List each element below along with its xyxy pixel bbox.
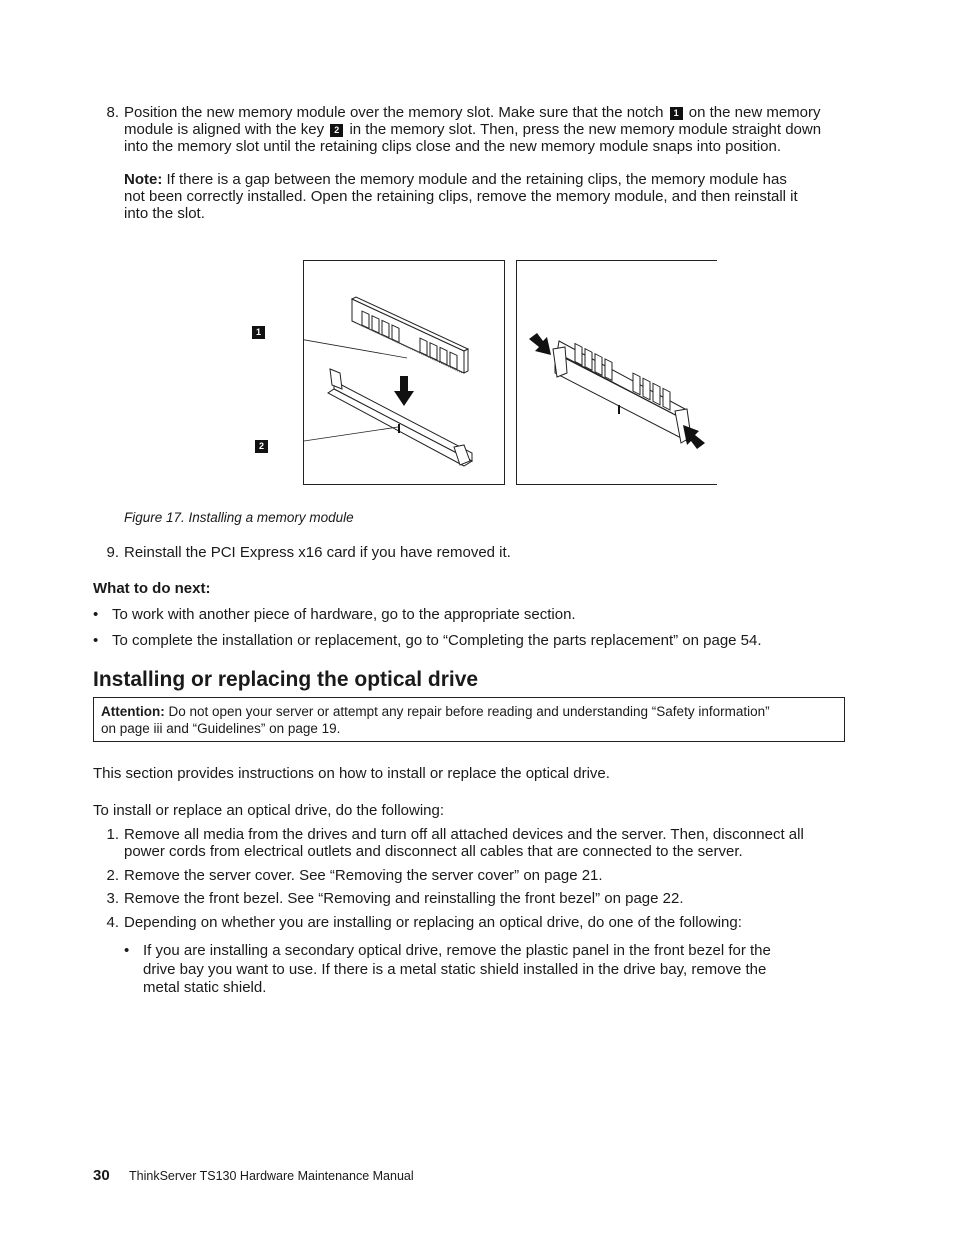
step-3-text: Remove the front bezel. See “Removing and reinstalling the front bezel” on page 22. xyxy=(124,890,684,907)
step-1-line-1: Remove all media from the drives and turn off all attached devices and the server. Then, disconnect all xyxy=(124,826,804,843)
step-8-text-b: on the new memory xyxy=(688,104,821,121)
attention-line-2: on page iii and “Guidelines” on page 19. xyxy=(101,721,341,736)
attention-label: Attention: xyxy=(101,704,165,719)
note-line-3: into the slot. xyxy=(124,205,205,222)
section-lead: To install or replace an optical drive, do the following: xyxy=(93,802,445,819)
section-title: Installing or replacing the optical drive xyxy=(93,668,479,691)
clip-arrow-right-icon xyxy=(683,425,705,449)
bullet-dot: • xyxy=(93,632,99,649)
step-8-text-a: Position the new memory module over the memory slot. Make sure that the notch xyxy=(124,104,664,121)
step-9-number: 9. xyxy=(106,544,119,561)
notch-callout-badge: 1 xyxy=(670,107,683,120)
step-2-text: Remove the server cover. See “Removing the server cover” on page 21. xyxy=(124,867,603,884)
memory-module-insert-illustration xyxy=(304,261,504,484)
section-intro: This section provides instructions on how to install or replace the optical drive. xyxy=(93,765,610,782)
attention-box xyxy=(93,697,845,742)
sub-bullet-line-2: drive bay you want to use. If there is a metal static shield installed in the drive bay, remove the xyxy=(143,960,767,978)
clip-arrow-left-icon xyxy=(529,333,551,355)
step-number: 3. xyxy=(106,890,119,907)
figure-callout-1: 1 xyxy=(252,326,265,339)
bullet-dot: • xyxy=(124,942,130,959)
footer-title: ThinkServer TS130 Hardware Maintenance Manual xyxy=(129,1169,414,1183)
step-number: 1. xyxy=(106,826,119,843)
slot-key-mark xyxy=(398,424,400,433)
sub-bullet-line-1: If you are installing a secondary optical drive, remove the plastic panel in the front bezel for the xyxy=(143,942,771,959)
figure-callout-2: 2 xyxy=(255,440,268,453)
figure-caption: Figure 17. Installing a memory module xyxy=(124,510,354,525)
attention-line-1: Do not open your server or attempt any repair before reading and understanding “Safety information” xyxy=(168,704,770,719)
memory-module-seated-illustration xyxy=(517,261,717,484)
note-line-1: If there is a gap between the memory module and the retaining clips, the memory module has xyxy=(166,171,787,188)
figure-right-panel xyxy=(516,260,717,485)
step-4-text: Depending on whether you are installing or replacing an optical drive, do one of the following: xyxy=(124,914,742,931)
step-number: 2. xyxy=(106,867,119,884)
sub-bullet-line-3: metal static shield. xyxy=(143,979,267,996)
figure-left-panel xyxy=(303,260,505,485)
key-callout-badge: 2 xyxy=(330,124,343,137)
page-number: 30 xyxy=(93,1167,110,1184)
next-bullet-2: To complete the installation or replacement, go to “Completing the parts replacement” on page 54. xyxy=(112,632,762,649)
step-8-text-d: in the memory slot. Then, press the new memory module straight down xyxy=(349,121,822,138)
sub-bullet-text xyxy=(143,942,843,998)
step-1-line-2: power cords from electrical outlets and disconnect all cables that are connected to the server. xyxy=(124,843,743,860)
step-8-text-e: into the memory slot until the retaining clips close and the new memory module snaps into position. xyxy=(124,138,782,155)
note-line-2: not been correctly installed. Open the retaining clips, remove the memory module, and then reinstall it xyxy=(124,188,798,205)
step-8-number: 8. xyxy=(106,104,119,121)
step-number: 4. xyxy=(106,914,119,931)
step-text xyxy=(124,826,854,860)
step-8-text xyxy=(124,104,854,155)
note-label: Note: xyxy=(124,171,163,188)
step-8-text-c: module is aligned with the key xyxy=(124,121,325,138)
next-bullet-1: To work with another piece of hardware, go to the appropriate section. xyxy=(112,606,576,623)
what-next-heading: What to do next: xyxy=(93,580,211,597)
step-9-text: Reinstall the PCI Express x16 card if you have removed it. xyxy=(124,544,511,561)
bullet-dot: • xyxy=(93,606,99,623)
note-block xyxy=(124,171,854,222)
